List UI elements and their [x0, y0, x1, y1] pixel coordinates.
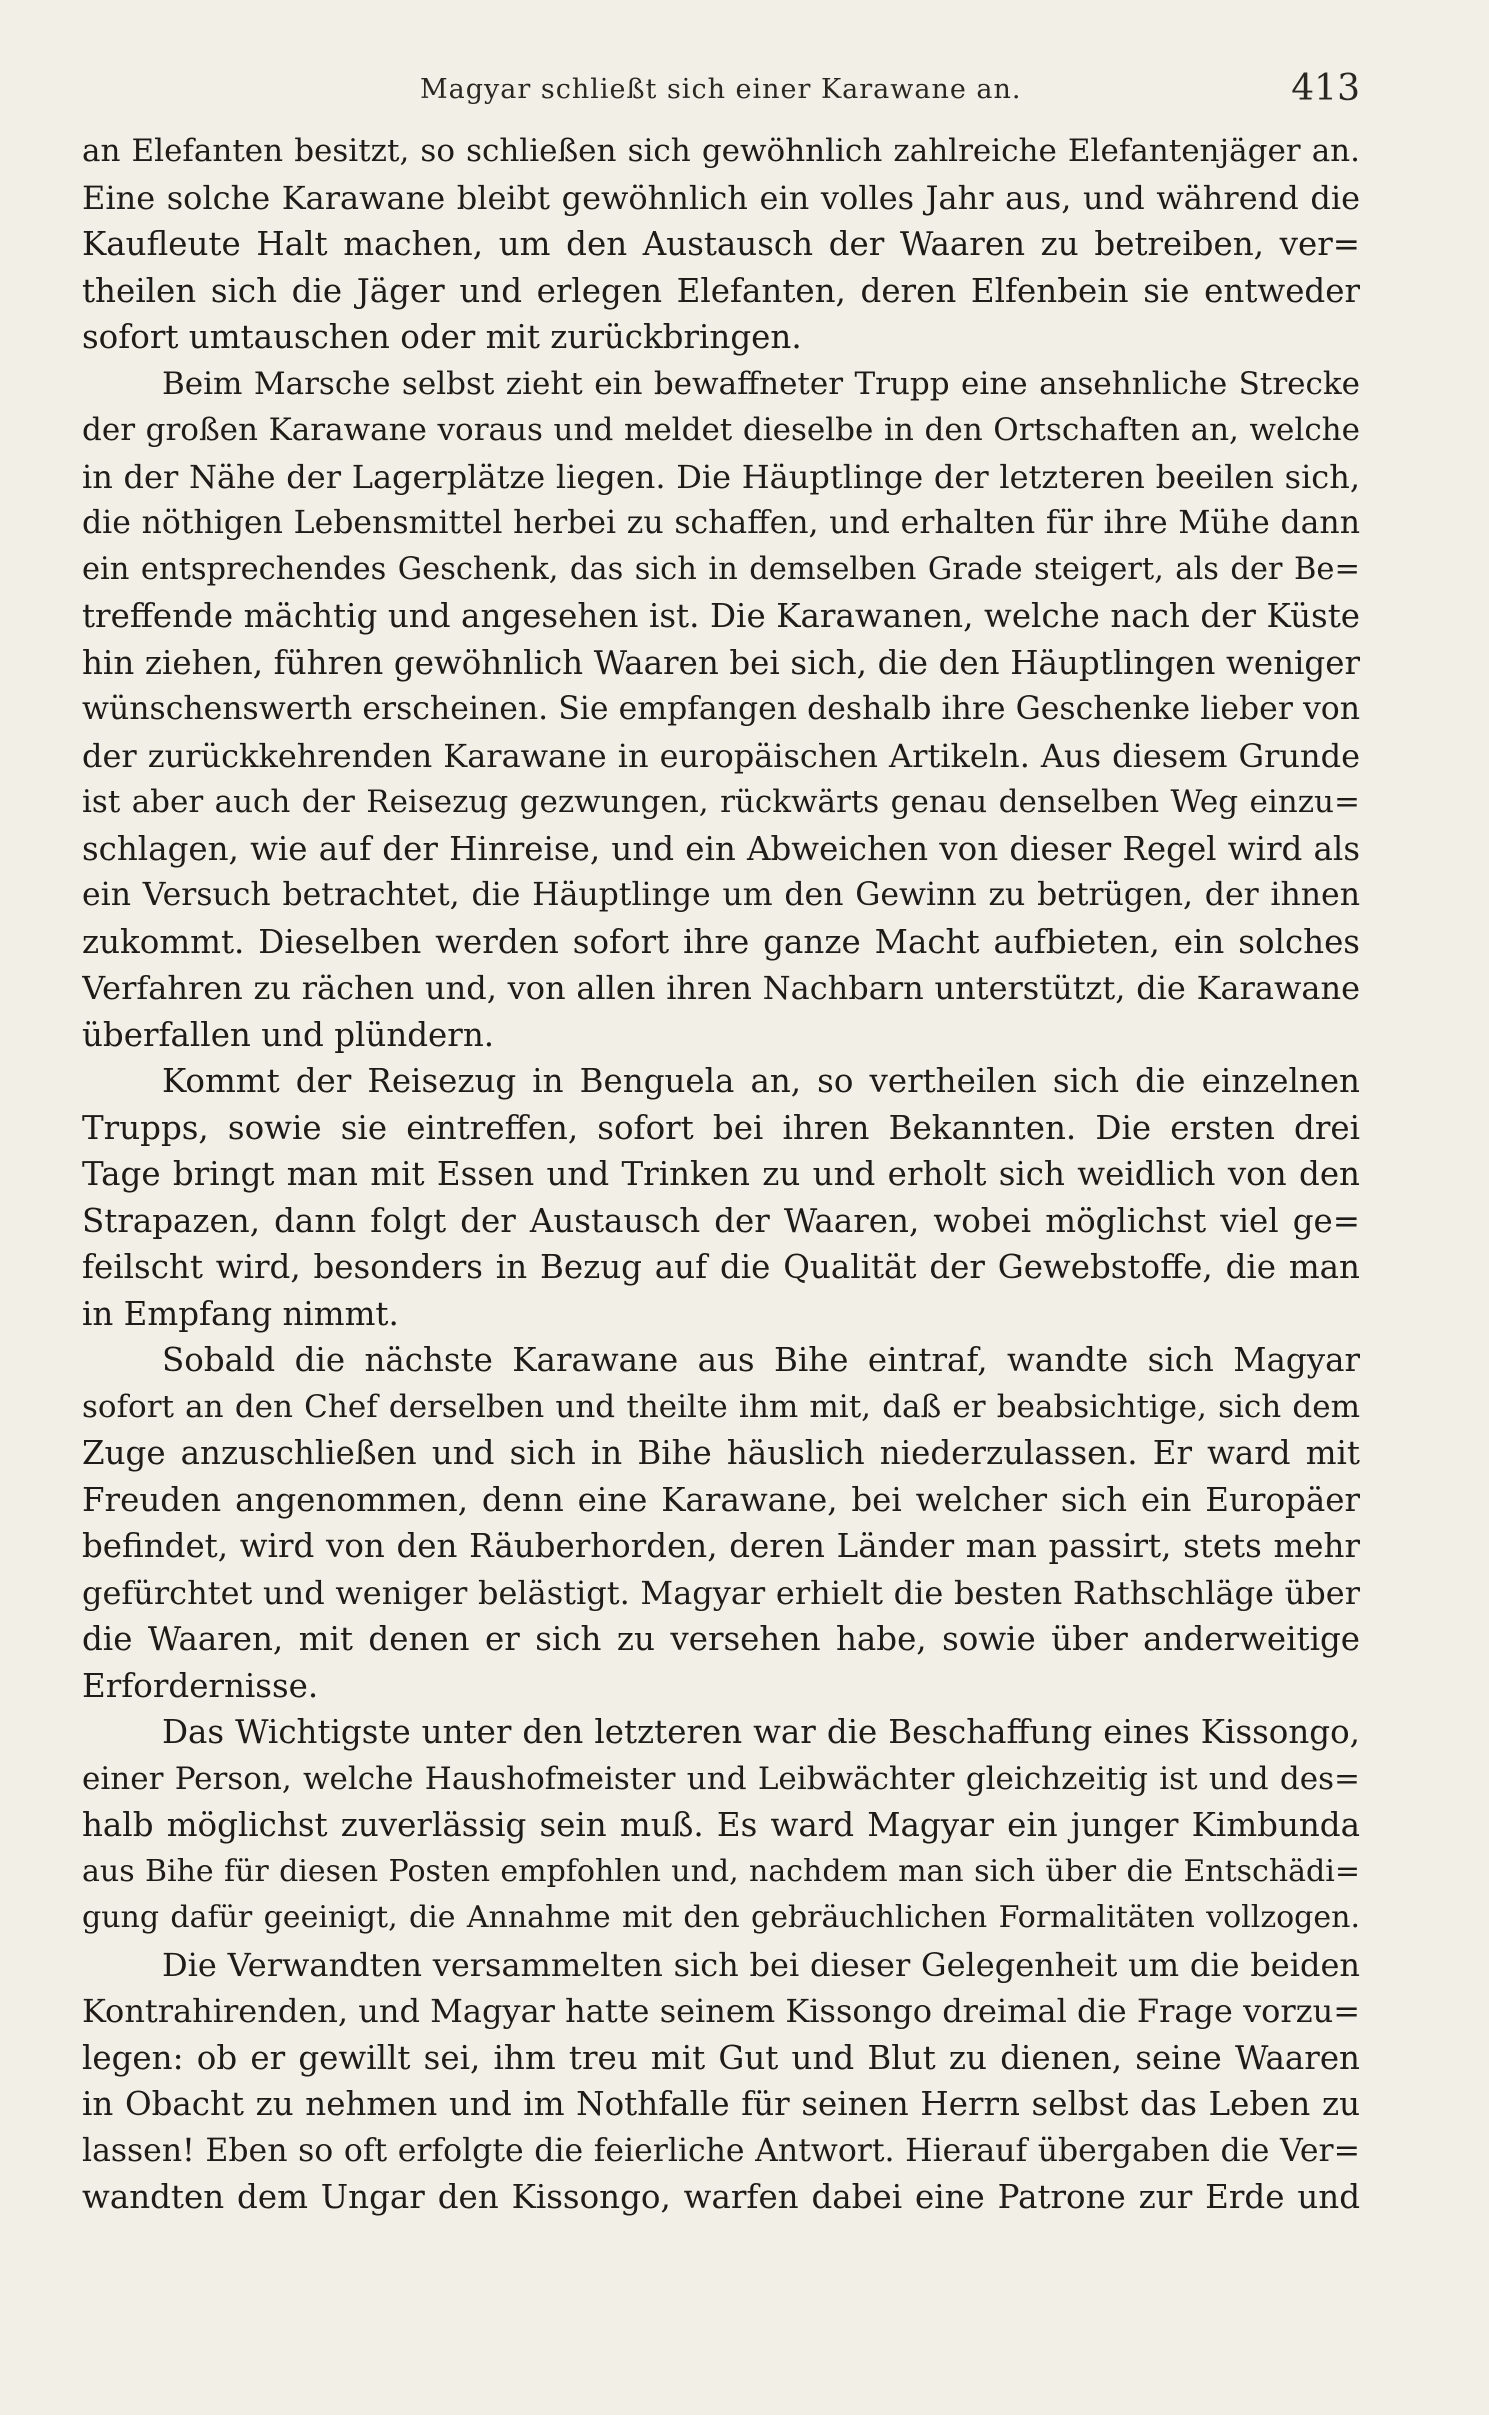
text-line: befindet, wird von den Räuberhorden, deren Länder man passirt, stets mehr	[82, 1527, 1360, 1565]
text-line: halb möglichst zuverlässig sein muß. Es ward Magyar ein junger Kimbunda	[82, 1806, 1360, 1844]
text-line: Tage bringt man mit Essen und Trinken zu und erholt sich weidlich von den	[82, 1155, 1360, 1193]
text-line: ein entsprechendes Geschenk, das sich in demselben Grade steigert, als der Be=	[82, 551, 1360, 587]
text-line: überfallen und plündern.	[82, 1015, 495, 1054]
text-line: die Waaren, mit denen er sich zu versehen habe, sowie über anderweitige	[82, 1620, 1360, 1658]
text-line: ein Versuch betrachtet, die Häuptlinge um den Gewinn zu betrügen, der ihnen	[82, 877, 1360, 913]
text-line: Kaufleute Halt machen, um den Austausch der Waaren zu betreiben, ver=	[82, 225, 1360, 263]
text-line: in Empfang nimmt.	[82, 1294, 399, 1333]
text-line: Erfordernisse.	[82, 1666, 319, 1705]
text-line: Strapazen, dann folgt der Austausch der Waaren, wobei möglichst viel ge=	[82, 1201, 1360, 1240]
text-line: wandten dem Ungar den Kissongo, warfen dabei eine Patrone zur Erde und	[82, 2178, 1360, 2216]
running-head	[420, 68, 1360, 118]
text-line: feilscht wird, besonders in Bezug auf die Qualität der Gewebstoffe, die man	[82, 1248, 1360, 1286]
text-line: der großen Karawane voraus und meldet dieselbe in den Ortschaften an, welche	[82, 412, 1360, 448]
text-line: sofort umtauschen oder mit zurückbringen.	[82, 318, 802, 356]
text-line: einer Person, welche Haushofmeister und Leibwächter gleichzeitig ist und des=	[82, 1760, 1360, 1797]
text-line: sofort an den Chef derselben und theilte ihm mit, daß er beabsichtige, sich dem	[82, 1388, 1360, 1425]
body-text	[82, 128, 1360, 2221]
text-line: treffende mächtig und angesehen ist. Die Karawanen, welche nach der Küste	[82, 597, 1360, 635]
text-line: wünschenswerth erscheinen. Sie empfangen deshalb ihre Geschenke lieber von	[82, 691, 1360, 727]
text-line: Das Wichtigste unter den letzteren war die Beschaffung eines Kissongo,	[162, 1713, 1360, 1751]
text-line: Trupps, sowie sie eintreffen, sofort bei ihren Bekannten. Die ersten drei	[82, 1108, 1360, 1147]
text-line: aus Bihe für diesen Posten empfohlen und, nachdem man sich über die Entschädi=	[82, 1853, 1360, 1889]
text-line: an Elefanten besitzt, so schließen sich gewöhnlich zahlreiche Elefantenjäger an.	[82, 133, 1360, 169]
text-line: in Obacht zu nehmen und im Nothfalle für seinen Herrn selbst das Leben zu	[82, 2085, 1360, 2123]
text-line: legen: ob er gewillt sei, ihm treu mit Gut und Blut zu dienen, seine Waaren	[82, 2038, 1360, 2077]
text-line: gefürchtet und weniger belästigt. Magyar erhielt die besten Rathschläge über	[82, 1573, 1360, 1612]
running-title: Magyar schließt sich einer Karawane an.	[420, 74, 1022, 105]
text-line: ist aber auch der Reisezug gezwungen, rückwärts genau denselben Weg einzu=	[82, 784, 1360, 820]
text-line: Eine solche Karawane bleibt gewöhnlich ein volles Jahr aus, und während die	[82, 178, 1360, 217]
text-line: Zuge anzuschließen und sich in Bihe häuslich niederzulassen. Er ward mit	[82, 1434, 1360, 1472]
text-line: Beim Marsche selbst zieht ein bewaffneter Trupp eine ansehnliche Strecke	[162, 365, 1360, 402]
text-line: in der Nähe der Lagerplätze liegen. Die Häuptlinge der letzteren beeilen sich,	[82, 457, 1360, 496]
text-line: Freuden angenommen, denn eine Karawane, bei welcher sich ein Europäer	[82, 1480, 1360, 1519]
text-line: Kontrahirenden, und Magyar hatte seinem Kissongo dreimal die Frage vorzu=	[82, 1992, 1360, 2030]
text-line: hin ziehen, führen gewöhnlich Waaren bei sich, die den Häuptlingen weniger	[82, 643, 1360, 682]
text-line: Verfahren zu rächen und, von allen ihren Nachbarn unterstützt, die Karawane	[82, 969, 1360, 1007]
text-line: der zurückkehrenden Karawane in europäischen Artikeln. Aus diesem Grunde	[82, 736, 1360, 775]
text-line: die nöthigen Lebensmittel herbei zu schaffen, und erhalten für ihre Mühe dann	[82, 505, 1360, 541]
text-line: Kommt der Reisezug in Benguela an, so vertheilen sich die einzelnen	[162, 1062, 1360, 1100]
page-number: 413	[1291, 68, 1360, 109]
text-line: Sobald die nächste Karawane aus Bihe eintraf, wandte sich Magyar	[162, 1341, 1360, 1379]
text-line: lassen! Eben so oft erfolgte die feierliche Antwort. Hierauf übergaben die Ver=	[82, 2132, 1360, 2169]
text-line: gung dafür geeinigt, die Annahme mit den gebräuchlichen Formalitäten vollzogen.	[82, 1900, 1360, 1935]
text-line: Die Verwandten versammelten sich bei dieser Gelegenheit um die beiden	[162, 1945, 1360, 1984]
text-line: theilen sich die Jäger und erlegen Elefanten, deren Elfenbein sie entweder	[82, 271, 1360, 310]
text-line: zukommt. Dieselben werden sofort ihre ganze Macht aufbieten, ein solches	[82, 922, 1360, 961]
text-line: schlagen, wie auf der Hinreise, und ein Abweichen von dieser Regel wird als	[82, 829, 1360, 868]
